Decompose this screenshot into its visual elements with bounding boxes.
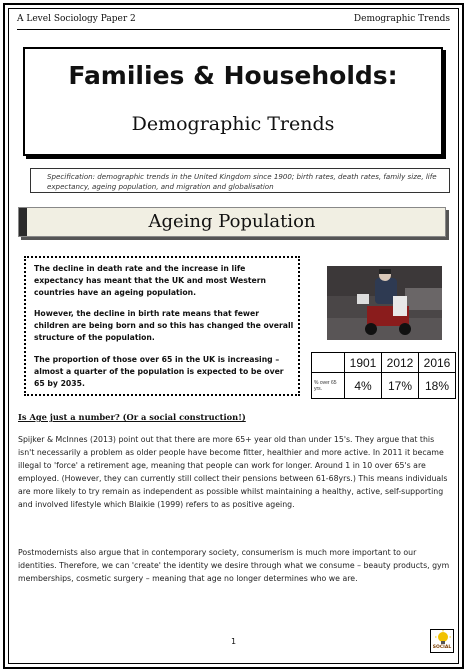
table-cell: 4% [345, 373, 382, 399]
section-title: Ageing Population [148, 211, 316, 232]
page-number: 1 [230, 637, 237, 646]
logo-text: SOCIAL [432, 645, 452, 650]
table-column-header: 2012 [382, 353, 419, 373]
page-subtitle: Demographic Trends [131, 113, 335, 135]
table-row-label: % over 65 yrs. [312, 373, 345, 399]
table-header-row [312, 353, 456, 373]
key-fact-paragraph: The proportion of those over 65 in the UK is increasing – almost a quarter of the population is expected to be over 65 by 2035. [34, 355, 284, 388]
social-logo [430, 629, 454, 653]
table-column-header: 2016 [419, 353, 456, 373]
lightbulb-icon [431, 630, 455, 646]
table-column-header: 1901 [345, 353, 382, 373]
section-banner [18, 207, 446, 237]
key-facts-box [24, 256, 300, 396]
specification-box [30, 168, 450, 193]
header-divider [17, 29, 450, 30]
section-subheading: Is Age just a number? (Or a social construction!) [18, 412, 246, 422]
title-box [23, 47, 443, 156]
table-row [312, 373, 456, 399]
body-paragraph: Postmodernists also argue that in contemporary society, consumerism is much more important to our identities. Therefore, we can 'create' the identity we desire through what we consume – beauty products, gym memberships, cosmetic surgery – meaning that age no longer determines who we are. [18, 548, 450, 583]
body-paragraph: Spijker & McInnes (2013) point out that there are more 65+ year old than under 15's. They argue that this isn't necessarily a problem as older people have become fitter, healthier and more active. In 2011 it became illegal to 'force' a retirement age, meaning that people can work for longer. Around 1 in 10 over 65's are employed. (However, they can currently still collect their pensions between 61-68yrs.) This means individuals are more likely to try remain as independent as possible whilst maintaining a healthy, active, self-supporting and involved lifestyle which Blaikie (1999) refers to as positive ageing. [18, 435, 448, 509]
table-corner-cell [312, 353, 345, 373]
key-fact-paragraph: The decline in death rate and the increase in life expectancy has meant that the UK and most Western countries have an ageing population. [34, 264, 266, 297]
mobility-scooter-photo [327, 266, 442, 340]
page-title: Families & Households: [68, 61, 398, 90]
table-cell: 17% [382, 373, 419, 399]
key-fact-paragraph: However, the decline in birth rate means that fewer children are being born and so this has changed the overall structure of the population. [34, 309, 294, 342]
table-cell: 18% [419, 373, 456, 399]
over-65-statistics-table [311, 352, 456, 399]
header-topic: Demographic Trends [353, 14, 450, 24]
specification-text: Specification: demographic trends in the United Kingdom since 1900; birth rates, death rates, family size, life expectancy, ageing population, and migration and globalisation [47, 172, 437, 191]
header-course-title: A Level Sociology Paper 2 [17, 14, 136, 24]
